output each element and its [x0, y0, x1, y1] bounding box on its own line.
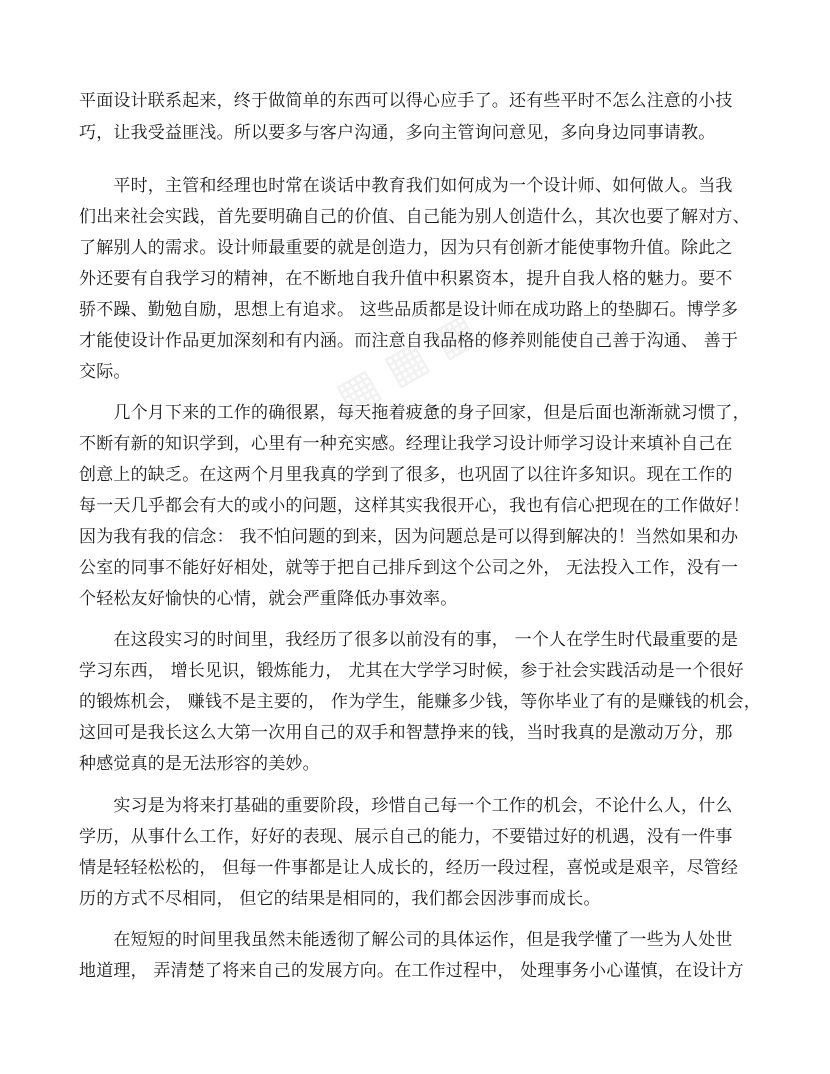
paragraph-5-line-3: 情是轻轻松松的， 但每一件事都是让人成长的，经历一段过程，喜悦或是艰辛，尽管经 [79, 858, 739, 878]
paragraph-4-line-2: 学习东西， 增长见识，锻炼能力， 尤其在大学学习时候，参于社会实践活动是一个很好 [79, 661, 744, 681]
watermark: ▦ ▦ ▦ [327, 302, 485, 424]
paragraph-5-line-2: 学历，从事什么工作，好好的表现、展示自己的能力，不要错过好的机遇，没有一件事 [79, 827, 733, 847]
paragraph-1-line-2: 巧，让我受益匪浅。所以要多与客户沟通，多向主管询问意见，多向身边同事请教。 [79, 123, 716, 143]
paragraph-3-line-3: 创意上的缺乏。在这两个月里我真的学到了很多，也巩固了以往许多知识。现在工作的 [79, 465, 733, 485]
paragraph-3-line-7: 个轻松友好愉快的心情，就会严重降低办事效率。 [79, 589, 458, 609]
paragraph-2-line-5: 骄不躁、勤勉自励，思想上有追求。 这些品质都是设计师在成功路上的垫脚石。博学多 [79, 300, 739, 320]
paragraph-3-line-6: 公室的同事不能好好相处，就等于把自己排斥到这个公司之外， 无法投入工作，没有一 [79, 558, 739, 578]
paragraph-2-line-4: 外还要有自我学习的精神，在不断地自我升值中积累资本，提升自我人格的魅力。要不 [79, 269, 733, 289]
paragraph-6-line-2: 地道理， 弄清楚了将来自己的发展方向。在工作过程中， 处理事务小心谨慎，在设计方 [79, 961, 744, 981]
paragraph-6-line-1: 在短短的时间里我虽然未能透彻了解公司的具体运作，但是我学懂了一些为人处世 [79, 930, 733, 950]
paragraph-5-line-4: 历的方式不尽相同， 但它的结果是相同的，我们都会因涉事而成长。 [79, 889, 601, 909]
paragraph-3-line-4: 每一天几乎都会有大的或小的问题，这样其实我很开心，我也有信心把现在的工作做好！ [79, 496, 750, 516]
paragraph-2-line-7: 交际。 [79, 362, 131, 382]
paragraph-2-line-3: 了解别人的需求。设计师最重要的就是创造力，因为只有创新才能使事物升值。除此之 [79, 238, 733, 258]
paragraph-2-line-1: 平时，主管和经理也时常在谈话中教育我们如何成为一个设计师、如何做人。当我 [79, 176, 733, 196]
paragraph-5-line-1: 实习是为将来打基础的重要阶段，珍惜自己每一个工作的机会，不论什么人，什么 [79, 796, 733, 816]
paragraph-2-line-2: 们出来社会实践，首先要明确自己的价值、自己能为别人创造什么，其次也要了解对方、 [79, 207, 750, 227]
paragraph-3-line-2: 不断有新的知识学到，心里有一种充实感。经理让我学习设计师学习设计来填补自己在 [79, 434, 733, 454]
paragraph-4-line-3: 的锻炼机会， 赚钱不是主要的， 作为学生，能赚多少钱，等你毕业了有的是赚钱的机会， [79, 692, 762, 712]
paragraph-2-line-6: 才能使设计作品更加深刻和有内涵。而注意自我品格的修养则能使自己善于沟通、 善于 [79, 331, 739, 351]
paragraph-3-line-1: 几个月下来的工作的确很累，每天拖着疲惫的身子回家，但是后面也渐渐就习惯了， [79, 403, 750, 423]
paragraph-4-line-4: 这回可是我长这么大第一次用自己的双手和智慧挣来的钱，当时我真的是激动万分，那 [79, 723, 733, 743]
paragraph-1-line-1: 平面设计联系起来，终于做简单的东西可以得心应手了。还有些平时不怎么注意的小技 [79, 91, 733, 111]
paragraph-3-line-5: 因为我有我的信念： 我不怕问题的到来，因为问题总是可以得到解决的！当然如果和办 [79, 527, 739, 547]
paragraph-4-line-5: 种感觉真的是无法形容的美妙。 [79, 754, 320, 774]
paragraph-4-line-1: 在这段实习的时间里，我经历了很多以前没有的事， 一个人在学生时代最重要的是 [79, 630, 739, 650]
